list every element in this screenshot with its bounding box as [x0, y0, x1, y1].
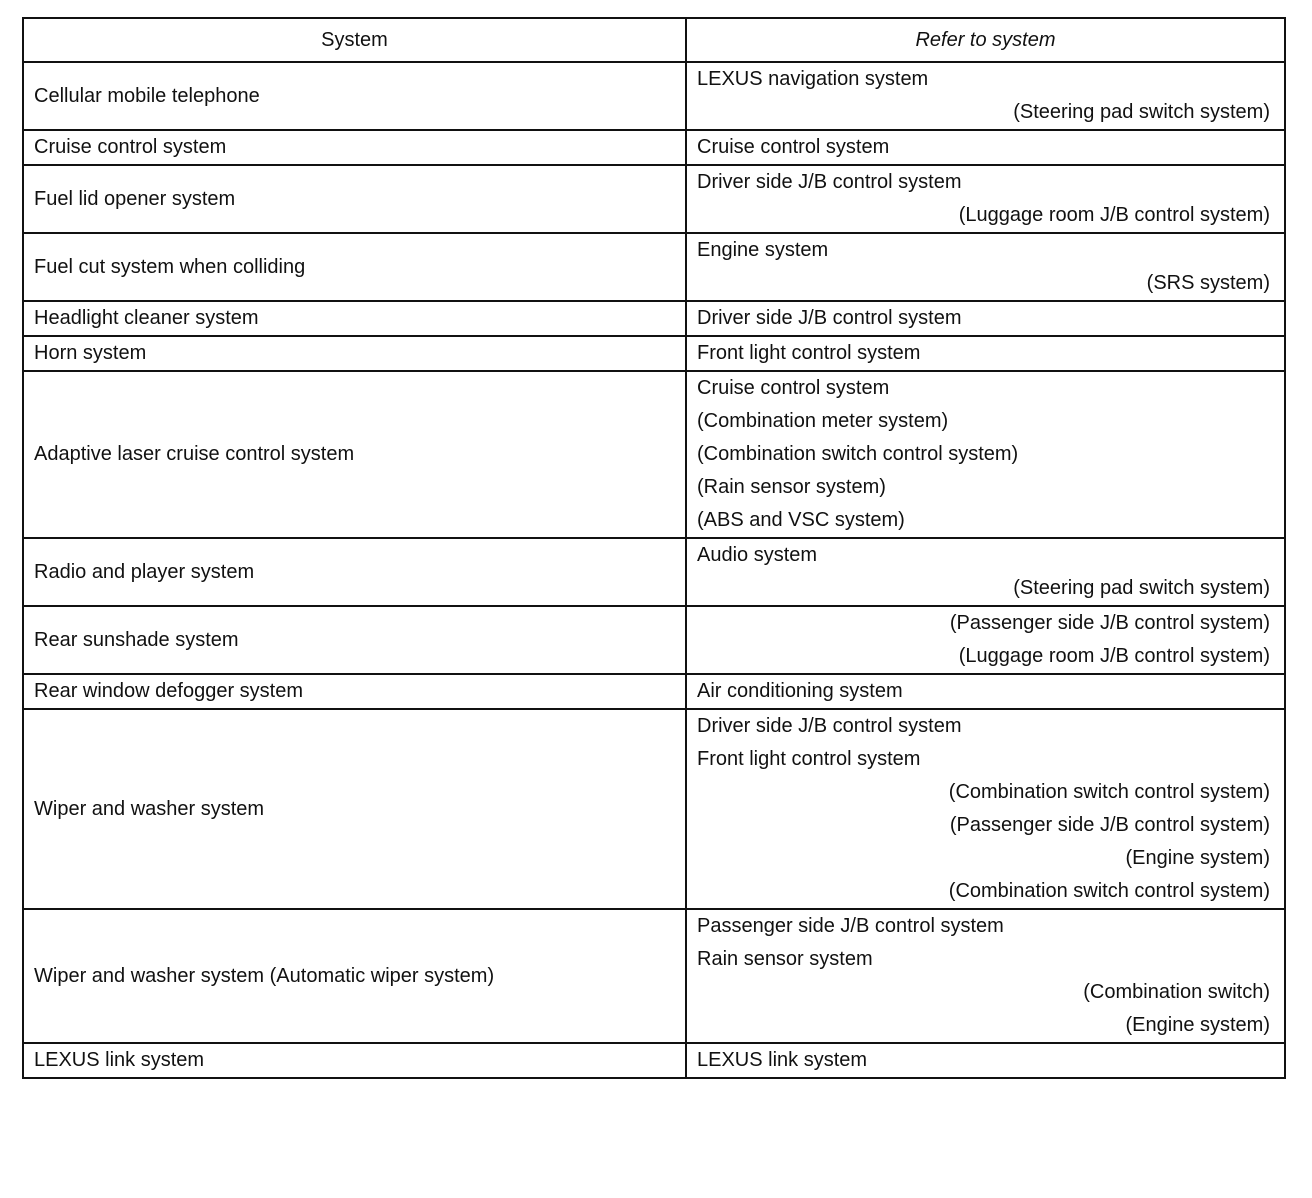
refer-cell: [686, 606, 1285, 674]
refer-line: Driver side J/B control system: [697, 307, 962, 329]
table-header-row: [23, 18, 1285, 62]
refer-line: Cruise control system: [697, 136, 890, 158]
refer-line: (Luggage room J/B control system): [958, 645, 1270, 667]
system-cell: Headlight cleaner system: [23, 301, 686, 336]
table-row: [23, 165, 1285, 233]
refer-line: (SRS system): [1146, 272, 1270, 294]
refer-cell: [686, 538, 1285, 606]
system-cell: Fuel lid opener system: [23, 165, 686, 233]
system-cell: Rear window defogger system: [23, 674, 686, 709]
refer-cell: [686, 233, 1285, 301]
table-row: [23, 606, 1285, 674]
refer-line: (Luggage room J/B control system): [958, 204, 1270, 226]
table-row: [23, 909, 1285, 1043]
refer-line: Engine system: [697, 239, 829, 261]
system-cell: Wiper and washer system (Automatic wiper system): [23, 909, 686, 1043]
table-body: [23, 62, 1285, 1078]
system-cell: Cellular mobile telephone: [23, 62, 686, 130]
refer-line: Driver side J/B control system: [697, 715, 962, 737]
refer-cell: [686, 674, 1285, 709]
refer-line: Air conditioning system: [697, 680, 903, 702]
refer-cell: [686, 709, 1285, 909]
header-system: System: [23, 18, 686, 62]
refer-line: Passenger side J/B control system: [697, 915, 1004, 937]
refer-line: (Rain sensor system): [697, 476, 886, 498]
refer-line: (Passenger side J/B control system): [949, 612, 1270, 634]
system-cell: Cruise control system: [23, 130, 686, 165]
refer-cell: [686, 165, 1285, 233]
refer-line: Audio system: [697, 544, 818, 566]
system-cell: Fuel cut system when colliding: [23, 233, 686, 301]
system-reference-table: [22, 17, 1286, 1079]
table-row: [23, 62, 1285, 130]
refer-line: LEXUS navigation system: [697, 68, 929, 90]
refer-line: Cruise control system: [697, 377, 890, 399]
table-row: [23, 674, 1285, 709]
table-row: [23, 1043, 1285, 1078]
refer-line: (Combination switch): [1083, 981, 1270, 1003]
header-refer-to-system: Refer to system: [686, 18, 1285, 62]
refer-line: Rain sensor system: [697, 948, 873, 970]
table-row: [23, 233, 1285, 301]
refer-line: (Combination switch control system): [948, 781, 1270, 803]
system-cell: Wiper and washer system: [23, 709, 686, 909]
table-row: [23, 336, 1285, 371]
refer-line: (Combination switch control system): [948, 880, 1270, 902]
refer-line: LEXUS link system: [697, 1049, 868, 1071]
table-row: [23, 301, 1285, 336]
refer-cell: [686, 371, 1285, 538]
refer-cell: [686, 301, 1285, 336]
refer-line: (Combination switch control system): [697, 443, 1019, 465]
refer-line: (Engine system): [1125, 847, 1270, 869]
refer-line: Front light control system: [697, 342, 921, 364]
system-cell: Adaptive laser cruise control system: [23, 371, 686, 538]
system-cell: Horn system: [23, 336, 686, 371]
table-row: [23, 538, 1285, 606]
refer-line: (Steering pad switch system): [1013, 101, 1270, 123]
table-row: [23, 709, 1285, 909]
refer-line: (Steering pad switch system): [1013, 577, 1270, 599]
refer-line: (Passenger side J/B control system): [949, 814, 1270, 836]
system-cell: Radio and player system: [23, 538, 686, 606]
refer-cell: [686, 336, 1285, 371]
refer-cell: [686, 909, 1285, 1043]
refer-cell: [686, 130, 1285, 165]
refer-line: Front light control system: [697, 748, 921, 770]
table-row: [23, 371, 1285, 538]
refer-cell: [686, 62, 1285, 130]
refer-line: (Engine system): [1125, 1014, 1270, 1036]
refer-line: Driver side J/B control system: [697, 171, 962, 193]
refer-cell: [686, 1043, 1285, 1078]
table-row: [23, 130, 1285, 165]
system-cell: LEXUS link system: [23, 1043, 686, 1078]
refer-line: (ABS and VSC system): [697, 509, 905, 531]
system-cell: Rear sunshade system: [23, 606, 686, 674]
refer-line: (Combination meter system): [697, 410, 949, 432]
